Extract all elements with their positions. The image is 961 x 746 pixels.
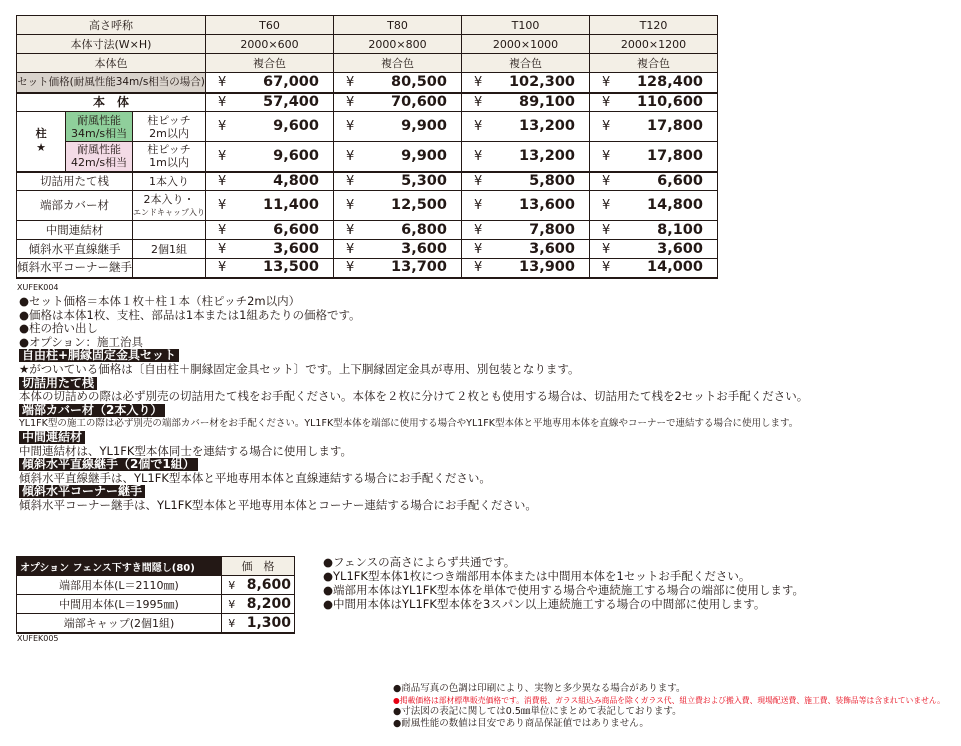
section-title: 自由柱+胴縁固定金具セット — [19, 349, 179, 362]
section-text: 傾斜水平直線継手は、YL1FK型本体と平地専用本体と直線連結する場合にお手配ください。 — [19, 470, 491, 485]
row-body: 本 体 ¥ 57,400 ¥ 70,600 ¥ 89,100 ¥ 110,600 — [17, 93, 718, 112]
dim-t100: 2000×1000 — [462, 35, 590, 54]
row-part-end-cover: 端部カバー材 2本入り・ エンドキャップ入り ¥ 11,400 ¥ 12,500 ¥ 13,600 ¥ 14,800 — [17, 191, 718, 221]
note-bullet: ●価格は本体1枚、支柱、部品は1本または1組あたりの価格です。 — [19, 307, 361, 322]
part-label: 切詰用たて桟 — [17, 172, 133, 191]
star-icon: ★ — [36, 141, 46, 155]
section-title: 端部カバー材（2本入り） — [19, 404, 165, 417]
post-34-t80: 9,900 — [401, 118, 447, 134]
post-34-t100: 13,200 — [519, 118, 575, 134]
row-post-42: 耐風性能 42m/s相当 柱ピッチ 1m以内 ¥ 9,600 ¥ 9,900 ¥ 13,200 ¥ 17,800 — [17, 142, 718, 172]
body-price-t80: 70,600 — [391, 93, 447, 110]
set-price-t120: 128,400 — [636, 73, 703, 90]
option-table-code: XUFEK005 — [17, 634, 59, 643]
post-34-label: 耐風性能 34m/s相当 — [66, 112, 133, 142]
dim-t60: 2000×600 — [206, 35, 334, 54]
col-t80: T80 — [334, 16, 462, 35]
col-t100: T100 — [462, 16, 590, 35]
row-set-price: セット価格(耐風性能34m/s相当の場合) ¥ 67,000 ¥ 80,500 ¥ 102,300 ¥ 128,400 — [17, 73, 718, 93]
color-t80: 複合色 — [334, 54, 462, 73]
post-34-t60: 9,600 — [273, 118, 319, 134]
body-price-t60: 57,400 — [263, 93, 319, 110]
option-note: ●YL1FK型本体1枚につき端部用本体または中間用本体を1セットお手配ください。 — [323, 569, 751, 583]
section-text: 本体の切詰めの際は必ず別売の切詰用たて桟をお手配ください。本体を２枚に分けて２枚とも使用する場合は、切詰用たて桟を2セットお手配ください。 — [19, 389, 809, 404]
section-text: 傾斜水平コーナー継手は、YL1FK型本体と平地専用本体とコーナー連結する場合にお手配ください。 — [19, 497, 537, 512]
section-text: 中間連結材は、YL1FK型本体同士を連結する場合に使用します。 — [19, 443, 352, 458]
note-bullet: ●柱の拾い出し — [19, 321, 99, 336]
part-sub — [133, 221, 206, 240]
section-text: YL1FK型の施工の際は必ず別売の端部カバー材をお手配ください。YL1FK型本体を端部に使用する場合やYL1FK型本体と平地専用本体を直線やコーナーで連結する場合に使用します。 — [19, 418, 799, 430]
post-42-t100: 13,200 — [519, 147, 575, 164]
note-bullet: ●セット価格＝本体１枚＋柱１本（柱ピッチ2m以内） — [19, 294, 301, 308]
post-42-label: 耐風性能 42m/s相当 — [66, 142, 133, 172]
option-row: 端部キャップ(2個1組) ¥ 1,300 — [17, 614, 295, 634]
section-title: 中間連結材 — [19, 431, 85, 444]
section-text: ★がついている価格は〔自由柱＋胴縁固定金具セット〕です。上下胴縁固定金具が専用、別包装となります。 — [19, 361, 580, 376]
post-group-label: 柱 ★ — [17, 112, 66, 172]
label-color: 本体色 — [17, 54, 206, 73]
part-sub: 2本入り・ エンドキャップ入り — [133, 191, 206, 221]
col-t120: T120 — [590, 16, 718, 35]
label-body: 本 体 — [17, 93, 206, 112]
footer-note: ●耐風性能の数値は目安であり商品保証値ではありません。 — [393, 717, 649, 729]
option-table — [16, 556, 295, 634]
dim-t80: 2000×800 — [334, 35, 462, 54]
footer-note-price-disclaimer: ●掲載価格は部材標準販売価格です。消費税、ガラス組込み商品を除くガラス代、組立費および搬入費、現場配送費、施工費、装飾品等は含まれていません。 — [393, 695, 945, 705]
section-title: 切詰用たて桟 — [19, 377, 97, 390]
option-price-header: 価 格 — [222, 557, 295, 576]
col-t60: T60 — [206, 16, 334, 35]
post-42-t80: 9,900 — [401, 147, 447, 164]
row-part-corner-joint: 傾斜水平コーナー継手 ¥ 13,500 ¥ 13,700 ¥ 13,900 ¥ 14,000 — [17, 259, 718, 278]
dim-t120: 2000×1200 — [590, 35, 718, 54]
option-note: ●フェンスの高さによらず共通です。 — [323, 555, 516, 569]
section-title: 傾斜水平直線継手（2個で1組） — [19, 458, 198, 471]
row-part-straight-joint: 傾斜水平直線継手 2個1組 ¥ 3,600 ¥ 3,600 ¥ 3,600 ¥ 3,600 — [17, 240, 718, 259]
price-table — [16, 15, 718, 279]
label-dimensions: 本体寸法(W×H) — [17, 35, 206, 54]
row-part-cut-stile: 切詰用たて桟 1本入り ¥ 4,800 ¥ 5,300 ¥ 5,800 ¥ 6,600 — [17, 172, 718, 191]
option-row: 中間用本体(L＝1995㎜) ¥ 8,200 — [17, 595, 295, 614]
color-t120: 複合色 — [590, 54, 718, 73]
table-code: XUFEK004 — [17, 283, 59, 292]
option-note: ●端部用本体はYL1FK型本体を単体で使用する場合や連続施工する場合の端部に使用します。 — [323, 583, 805, 597]
footer-note: ●寸法図の表記に関しては0.5㎜単位にまとめて表記しております。 — [393, 706, 682, 717]
post-34-t120: 17,800 — [647, 118, 703, 134]
option-row: 端部用本体(L＝2110㎜) ¥ 8,600 — [17, 576, 295, 595]
row-dimensions — [17, 35, 718, 54]
label-set-price: セット価格(耐風性能34m/s相当の場合) — [17, 73, 206, 93]
option-header: オプション フェンス下すき間隠し(80) — [17, 557, 222, 576]
part-sub: 2個1組 — [133, 240, 206, 259]
body-price-t100: 89,100 — [519, 93, 575, 110]
post-34-pitch: 柱ピッチ 2m以内 — [133, 112, 206, 142]
part-label: 端部カバー材 — [17, 191, 133, 221]
part-label: 傾斜水平直線継手 — [17, 240, 133, 259]
section-title: 傾斜水平コーナー継手 — [19, 485, 145, 498]
set-price-t100: 102,300 — [508, 73, 575, 90]
set-price-t60: 67,000 — [263, 73, 319, 90]
part-sub: 1本入り — [133, 172, 206, 191]
post-42-pitch: 柱ピッチ 1m以内 — [133, 142, 206, 172]
option-note: ●中間用本体はYL1FK型本体を3スパン以上連続施工する場合の中間部に使用します。 — [323, 597, 766, 611]
color-t100: 複合色 — [462, 54, 590, 73]
part-label: 傾斜水平コーナー継手 — [17, 259, 133, 278]
row-part-mid-connector: 中間連結材 ¥ 6,600 ¥ 6,800 ¥ 7,800 ¥ 8,100 — [17, 221, 718, 240]
body-price-t120: 110,600 — [636, 93, 703, 110]
label-height-name: 高さ呼称 — [17, 16, 206, 35]
part-sub — [133, 259, 206, 278]
post-42-t60: 9,600 — [273, 147, 319, 164]
option-notes — [323, 555, 804, 611]
notes-section — [19, 295, 808, 513]
footer-notes — [393, 683, 945, 729]
post-42-t120: 17,800 — [647, 147, 703, 164]
footer-note: ●商品写真の色調は印刷により、実物と多少異なる場合があります。 — [393, 683, 686, 694]
option-header-row — [17, 557, 295, 576]
row-height-name — [17, 16, 718, 35]
row-color — [17, 54, 718, 73]
set-price-t80: 80,500 — [391, 73, 447, 90]
color-t60: 複合色 — [206, 54, 334, 73]
note-bullet: ●オプション：施工治具 — [19, 334, 143, 349]
row-post-34: 柱 ★ 耐風性能 34m/s相当 柱ピッチ 2m以内 ¥ 9,600 ¥ 9,900 ¥ 13,200 ¥ 17,800 — [17, 112, 718, 142]
part-label: 中間連結材 — [17, 221, 133, 240]
